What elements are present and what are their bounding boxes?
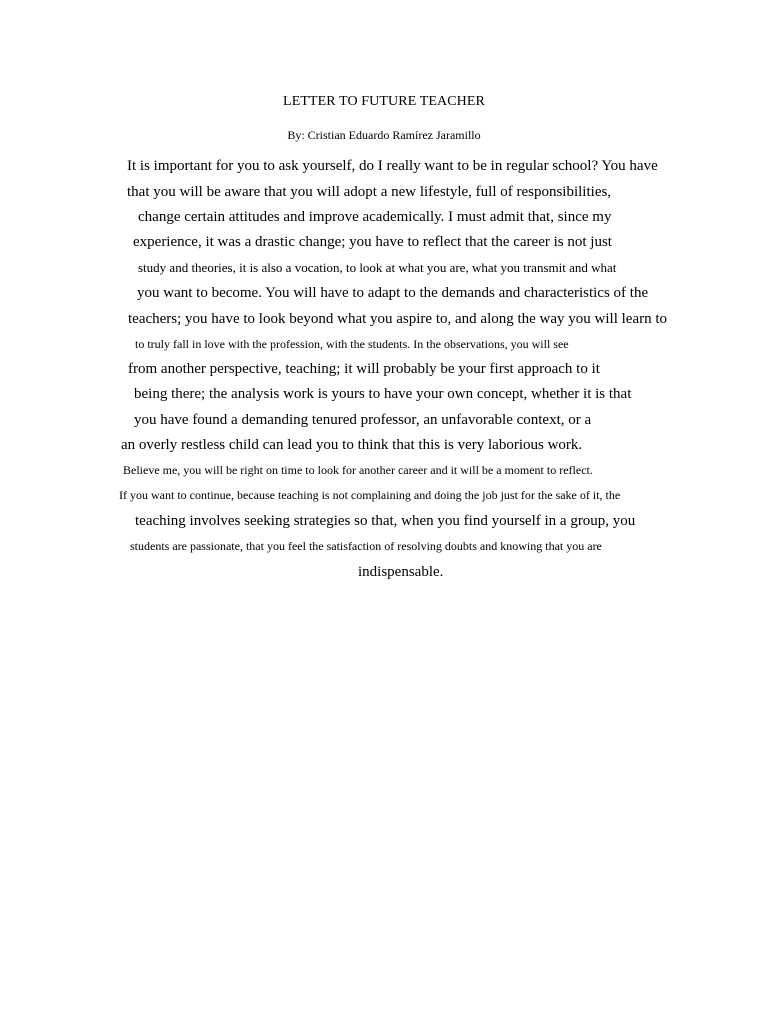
letter-title: LETTER TO FUTURE TEACHER	[283, 94, 485, 109]
body-line-1: It is important for you to ask yourself, do I really want to be in regular school? You have	[127, 158, 658, 174]
body-line-4: experience, it was a drastic change; you have to reflect that the career is not just	[133, 234, 612, 250]
body-line-17: indispensable.	[358, 564, 444, 580]
body-line-3: change certain attitudes and improve academically. I must admit that, since my	[138, 209, 612, 225]
body-line-13: Believe me, you will be right on time to look for another career and it will be a moment to reflect.	[123, 463, 593, 477]
body-line-15: teaching involves seeking strategies so that, when you find yourself in a group, you	[135, 513, 636, 529]
body-line-11: you have found a demanding tenured professor, an unfavorable context, or a	[134, 412, 592, 428]
body-line-12: an overly restless child can lead you to think that this is very laborious work.	[121, 437, 583, 453]
body-line-8: to truly fall in love with the profession, with the students. In the observations, you will see	[135, 337, 569, 351]
body-line-16: students are passionate, that you feel the satisfaction of resolving doubts and knowing that you are	[130, 539, 602, 553]
body-line-9: from another perspective, teaching; it will probably be your first approach to it	[128, 361, 600, 377]
body-line-2: that you will be aware that you will adopt a new lifestyle, full of responsibilities,	[127, 184, 612, 200]
author-line: By: Cristian Eduardo Ramírez Jaramillo	[287, 128, 481, 142]
body-line-10: being there; the analysis work is yours to have your own concept, whether it is that	[134, 386, 632, 402]
body-line-14: If you want to continue, because teaching is not complaining and doing the job just for the sake of it, the	[119, 488, 621, 502]
body-line-5: study and theories, it is also a vocation, to look at what you are, what you transmit and what	[138, 260, 617, 275]
body-line-6: you want to become. You will have to adapt to the demands and characteristics of the	[137, 285, 649, 301]
body-line-7: teachers; you have to look beyond what you aspire to, and along the way you will learn to	[128, 311, 668, 327]
